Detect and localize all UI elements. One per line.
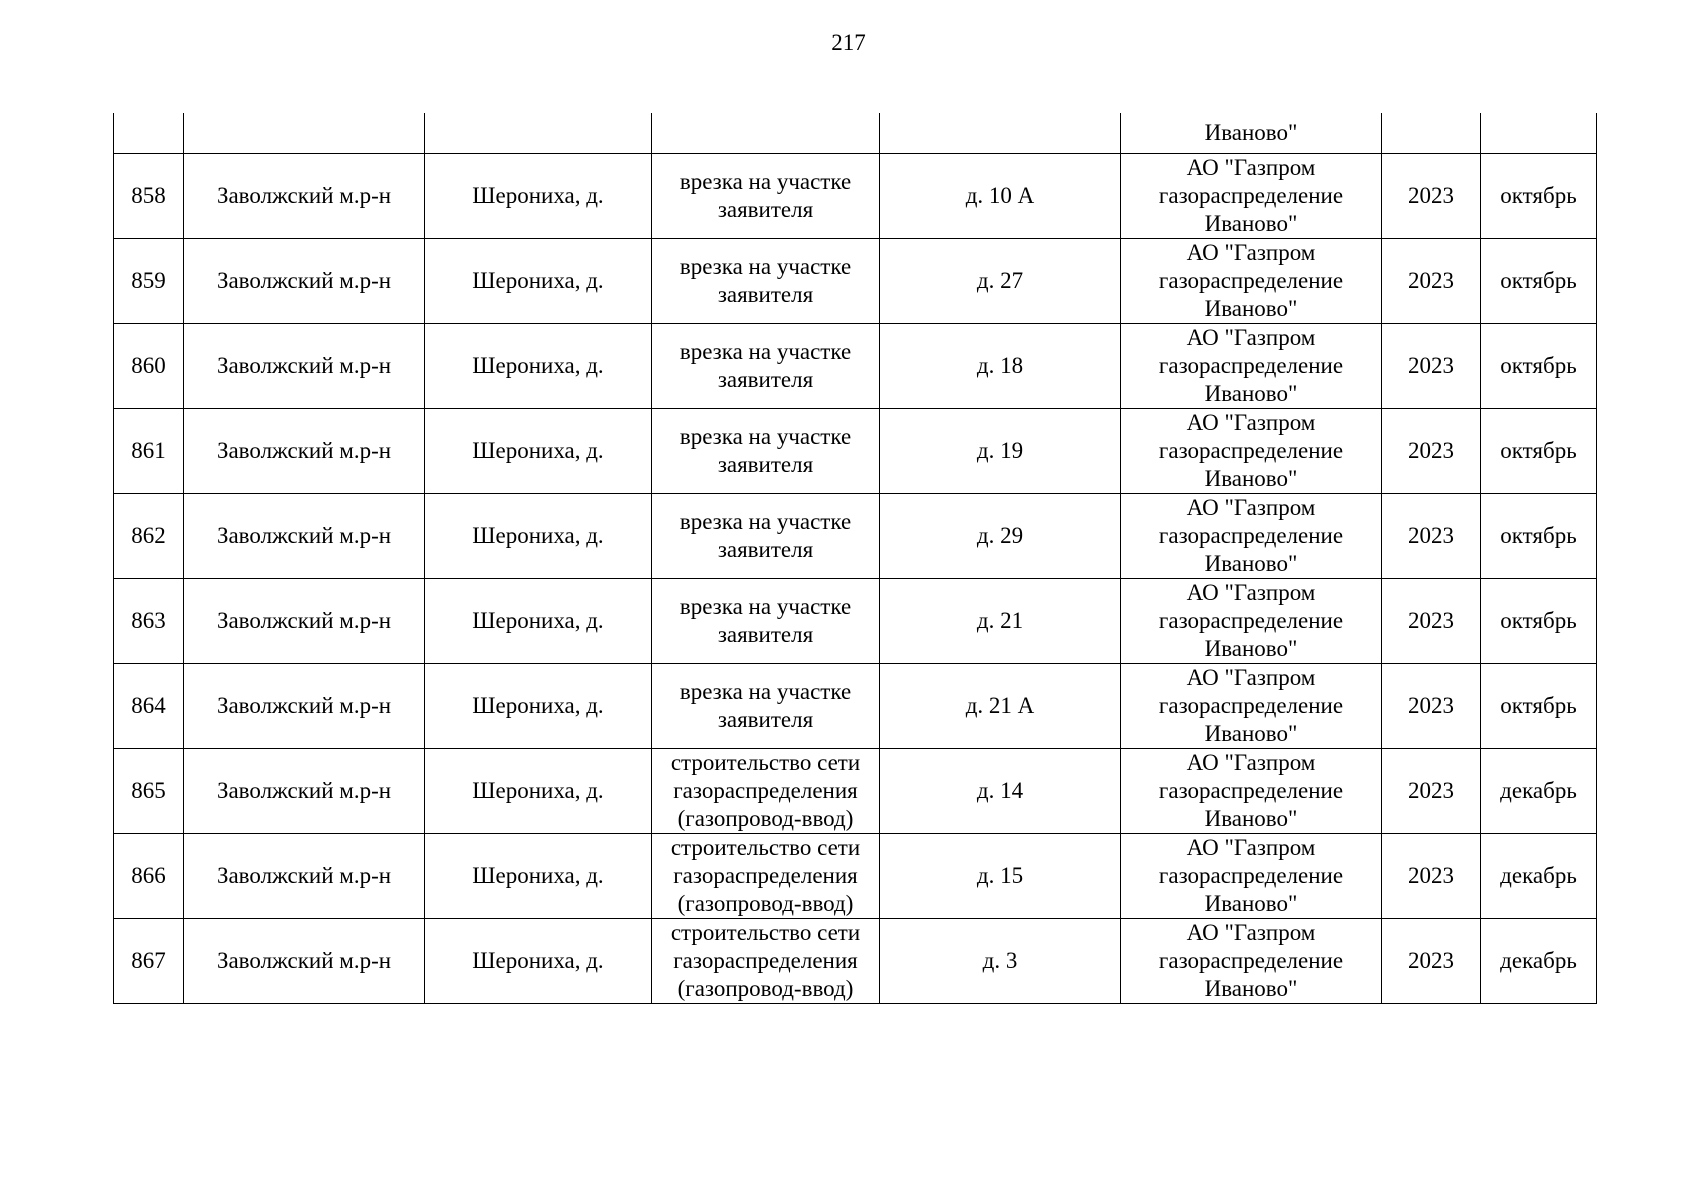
table-row bbox=[114, 408, 1597, 493]
organization-line: газораспределение bbox=[1158, 352, 1344, 378]
organization-line: газораспределение bbox=[1158, 862, 1344, 888]
district-cell: Заволжский м.р-н bbox=[184, 918, 425, 1003]
organization-line: газораспределение bbox=[1158, 437, 1344, 463]
address-cell bbox=[880, 113, 1121, 153]
settlement-cell: Шерониха, д. bbox=[425, 493, 652, 578]
row-number-cell: 862 bbox=[114, 493, 184, 578]
work-type-line: строительство сети bbox=[670, 834, 861, 860]
table-row bbox=[114, 493, 1597, 578]
work-type-cell bbox=[652, 408, 880, 493]
month-cell: октябрь bbox=[1481, 578, 1597, 663]
year-cell bbox=[1382, 113, 1481, 153]
year-cell: 2023 bbox=[1382, 748, 1481, 833]
settlement-cell: Шерониха, д. bbox=[425, 408, 652, 493]
organization-line: Иваново" bbox=[1204, 210, 1298, 236]
organization-cell bbox=[1121, 323, 1382, 408]
table-row bbox=[114, 323, 1597, 408]
work-type-line: заявителя bbox=[717, 536, 814, 562]
organization-cell bbox=[1121, 113, 1382, 153]
organization-cell bbox=[1121, 918, 1382, 1003]
district-cell: Заволжский м.р-н bbox=[184, 323, 425, 408]
work-type-line: заявителя bbox=[717, 196, 814, 222]
month-cell bbox=[1481, 113, 1597, 153]
row-number-cell: 865 bbox=[114, 748, 184, 833]
year-cell: 2023 bbox=[1382, 493, 1481, 578]
work-type-cell bbox=[652, 578, 880, 663]
row-number-cell: 858 bbox=[114, 153, 184, 238]
organization-line: Иваново" bbox=[1204, 635, 1298, 661]
work-type-line: (газопровод-ввод) bbox=[677, 890, 854, 916]
work-type-line: врезка на участке bbox=[679, 678, 852, 704]
organization-line: газораспределение bbox=[1158, 267, 1344, 293]
address-cell: д. 29 bbox=[880, 493, 1121, 578]
row-number-cell: 860 bbox=[114, 323, 184, 408]
table-row bbox=[114, 153, 1597, 238]
organization-line: газораспределение bbox=[1158, 947, 1344, 973]
settlement-cell: Шерониха, д. bbox=[425, 833, 652, 918]
organization-line: АО "Газпром bbox=[1186, 749, 1316, 775]
month-cell: октябрь bbox=[1481, 408, 1597, 493]
organization-line: АО "Газпром bbox=[1186, 834, 1316, 860]
address-cell: д. 27 bbox=[880, 238, 1121, 323]
work-type-line: заявителя bbox=[717, 281, 814, 307]
organization-cell bbox=[1121, 833, 1382, 918]
table-row bbox=[114, 238, 1597, 323]
organization-line: газораспределение bbox=[1158, 607, 1344, 633]
work-type-cell bbox=[652, 493, 880, 578]
work-type-cell bbox=[652, 663, 880, 748]
year-cell: 2023 bbox=[1382, 663, 1481, 748]
month-cell: октябрь bbox=[1481, 153, 1597, 238]
address-cell: д. 21 bbox=[880, 578, 1121, 663]
organization-cell bbox=[1121, 748, 1382, 833]
settlement-cell: Шерониха, д. bbox=[425, 663, 652, 748]
row-number-cell bbox=[114, 113, 184, 153]
district-cell: Заволжский м.р-н bbox=[184, 153, 425, 238]
organization-line: Иваново" bbox=[1204, 975, 1298, 1001]
settlement-cell: Шерониха, д. bbox=[425, 153, 652, 238]
organization-line: газораспределение bbox=[1158, 522, 1344, 548]
address-cell: д. 14 bbox=[880, 748, 1121, 833]
row-number-cell: 863 bbox=[114, 578, 184, 663]
work-type-line: врезка на участке bbox=[679, 253, 852, 279]
organization-line: АО "Газпром bbox=[1186, 154, 1316, 180]
organization-cell bbox=[1121, 408, 1382, 493]
district-cell bbox=[184, 113, 425, 153]
month-cell: октябрь bbox=[1481, 238, 1597, 323]
organization-line: АО "Газпром bbox=[1186, 324, 1316, 350]
organization-line: Иваново" bbox=[1204, 465, 1298, 491]
work-type-cell bbox=[652, 238, 880, 323]
address-cell: д. 18 bbox=[880, 323, 1121, 408]
organization-cell bbox=[1121, 493, 1382, 578]
row-number-cell: 866 bbox=[114, 833, 184, 918]
work-type-line: врезка на участке bbox=[679, 168, 852, 194]
row-number-cell: 864 bbox=[114, 663, 184, 748]
work-type-line: заявителя bbox=[717, 621, 814, 647]
work-type-cell bbox=[652, 918, 880, 1003]
address-cell: д. 19 bbox=[880, 408, 1121, 493]
settlement-cell: Шерониха, д. bbox=[425, 578, 652, 663]
year-cell: 2023 bbox=[1382, 833, 1481, 918]
work-type-line: врезка на участке bbox=[679, 423, 852, 449]
table-row bbox=[114, 918, 1597, 1003]
organization-line: Иваново" bbox=[1204, 550, 1298, 576]
district-cell: Заволжский м.р-н bbox=[184, 663, 425, 748]
year-cell: 2023 bbox=[1382, 153, 1481, 238]
district-cell: Заволжский м.р-н bbox=[184, 493, 425, 578]
organization-line: Иваново" bbox=[1204, 805, 1298, 831]
year-cell: 2023 bbox=[1382, 238, 1481, 323]
organization-line: Иваново" bbox=[1204, 380, 1298, 406]
gas-connection-schedule-table bbox=[113, 113, 1597, 1004]
address-cell: д. 3 bbox=[880, 918, 1121, 1003]
work-type-cell bbox=[652, 748, 880, 833]
year-cell: 2023 bbox=[1382, 323, 1481, 408]
organization-cell bbox=[1121, 578, 1382, 663]
address-cell: д. 10 А bbox=[880, 153, 1121, 238]
row-number-cell: 867 bbox=[114, 918, 184, 1003]
organization-line: газораспределение bbox=[1158, 692, 1344, 718]
month-cell: декабрь bbox=[1481, 748, 1597, 833]
year-cell: 2023 bbox=[1382, 408, 1481, 493]
district-cell: Заволжский м.р-н bbox=[184, 748, 425, 833]
table-row bbox=[114, 748, 1597, 833]
table-row bbox=[114, 578, 1597, 663]
table-row-continued bbox=[114, 113, 1597, 153]
organization-cell bbox=[1121, 238, 1382, 323]
settlement-cell: Шерониха, д. bbox=[425, 748, 652, 833]
month-cell: декабрь bbox=[1481, 918, 1597, 1003]
organization-line: АО "Газпром bbox=[1186, 409, 1316, 435]
work-type-line: врезка на участке bbox=[679, 338, 852, 364]
year-cell: 2023 bbox=[1382, 918, 1481, 1003]
work-type-cell bbox=[652, 153, 880, 238]
organization-line: Иваново" bbox=[1204, 119, 1298, 145]
settlement-cell: Шерониха, д. bbox=[425, 238, 652, 323]
district-cell: Заволжский м.р-н bbox=[184, 408, 425, 493]
work-type-line: строительство сети bbox=[670, 919, 861, 945]
organization-line: АО "Газпром bbox=[1186, 239, 1316, 265]
work-type-line: (газопровод-ввод) bbox=[677, 805, 854, 831]
district-cell: Заволжский м.р-н bbox=[184, 833, 425, 918]
month-cell: декабрь bbox=[1481, 833, 1597, 918]
address-cell: д. 15 bbox=[880, 833, 1121, 918]
organization-line: Иваново" bbox=[1204, 890, 1298, 916]
work-type-line: газораспределения bbox=[673, 777, 858, 803]
work-type-line: газораспределения bbox=[673, 947, 858, 973]
district-cell: Заволжский м.р-н bbox=[184, 238, 425, 323]
address-cell: д. 21 А bbox=[880, 663, 1121, 748]
year-cell: 2023 bbox=[1382, 578, 1481, 663]
organization-line: АО "Газпром bbox=[1186, 919, 1316, 945]
district-cell: Заволжский м.р-н bbox=[184, 578, 425, 663]
table-row bbox=[114, 663, 1597, 748]
month-cell: октябрь bbox=[1481, 663, 1597, 748]
organization-cell bbox=[1121, 153, 1382, 238]
work-type-line: заявителя bbox=[717, 366, 814, 392]
work-type-line: врезка на участке bbox=[679, 593, 852, 619]
settlement-cell bbox=[425, 113, 652, 153]
table-body bbox=[114, 113, 1597, 1003]
work-type-cell bbox=[652, 833, 880, 918]
month-cell: октябрь bbox=[1481, 323, 1597, 408]
settlement-cell: Шерониха, д. bbox=[425, 323, 652, 408]
organization-line: Иваново" bbox=[1204, 295, 1298, 321]
settlement-cell: Шерониха, д. bbox=[425, 918, 652, 1003]
work-type-line: строительство сети bbox=[670, 749, 861, 775]
organization-line: газораспределение bbox=[1158, 182, 1344, 208]
work-type-line: заявителя bbox=[717, 706, 814, 732]
work-type-cell bbox=[652, 323, 880, 408]
organization-line: газораспределение bbox=[1158, 777, 1344, 803]
work-type-line: врезка на участке bbox=[679, 508, 852, 534]
organization-cell bbox=[1121, 663, 1382, 748]
month-cell: октябрь bbox=[1481, 493, 1597, 578]
organization-line: Иваново" bbox=[1204, 720, 1298, 746]
row-number-cell: 861 bbox=[114, 408, 184, 493]
organization-line: АО "Газпром bbox=[1186, 579, 1316, 605]
row-number-cell: 859 bbox=[114, 238, 184, 323]
work-type-line: (газопровод-ввод) bbox=[677, 975, 854, 1001]
work-type-cell bbox=[652, 113, 880, 153]
table-row bbox=[114, 833, 1597, 918]
work-type-line: газораспределения bbox=[673, 862, 858, 888]
organization-line: АО "Газпром bbox=[1186, 494, 1316, 520]
organization-line: АО "Газпром bbox=[1186, 664, 1316, 690]
work-type-line: заявителя bbox=[717, 451, 814, 477]
page-number: 217 bbox=[831, 30, 866, 55]
